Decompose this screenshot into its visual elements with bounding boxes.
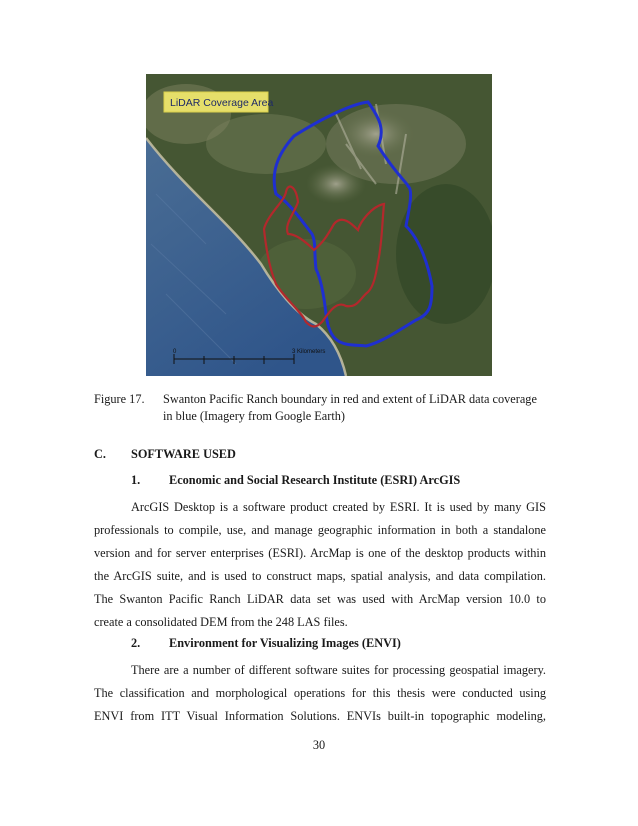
subsection-2-title: Environment for Visualizing Images (ENVI) [169,636,401,650]
figure-caption-line-1: Swanton Pacific Ranch boundary in red and extent of LiDAR data coverage [163,392,537,406]
section-title: SOFTWARE USED [131,447,236,461]
subsection-1-title: Economic and Social Research Institute (ESRI) ArcGIS [169,473,461,487]
figure-caption-number: Figure 17. [94,392,145,406]
figure-caption-line-2: in blue (Imagery from Google Earth) [163,409,345,423]
page-number: 30 [312,738,326,752]
subsection-2-number: 2. [131,636,141,650]
paragraph-line: professionals to compile, use, and manage geographic information in both a standalone [94,523,546,537]
paragraph-line: the ArcGIS suite, and is used to construct maps, spatial analysis, and data compilation. [94,569,546,583]
paragraph-arcgis [94,496,546,634]
subsection-1-number: 1. [131,473,141,487]
paragraph-line: There are a number of different software suites for processing geospatial imagery. [131,663,546,677]
aerial-map-image [146,74,492,376]
map-label: LiDAR Coverage Area [170,97,274,109]
paragraph-line: The Swanton Pacific Ranch LiDAR data set was used with ArcMap version 10.0 to [94,592,546,606]
scale-end-label: 3 Kilometers [292,349,326,355]
scale-start-label: 0 [173,349,177,355]
paragraph-line: ArcGIS Desktop is a software product created by ESRI. It is used by many GIS [131,500,546,514]
paragraph-line: version and for server enterprises (ESRI). ArcMap is one of the desktop products within [94,546,546,560]
paragraph-line: ENVI from ITT Visual Information Solutions. ENVIs built-in topographic modeling, [94,709,546,723]
section-letter: C. [94,447,106,461]
paragraph-envi [94,659,546,728]
paragraph-line: create a consolidated DEM from the 248 LAS files. [94,615,348,629]
figure-map [146,74,492,376]
paragraph-line: The classification and morphological operations for this thesis were conducted using [94,686,546,700]
